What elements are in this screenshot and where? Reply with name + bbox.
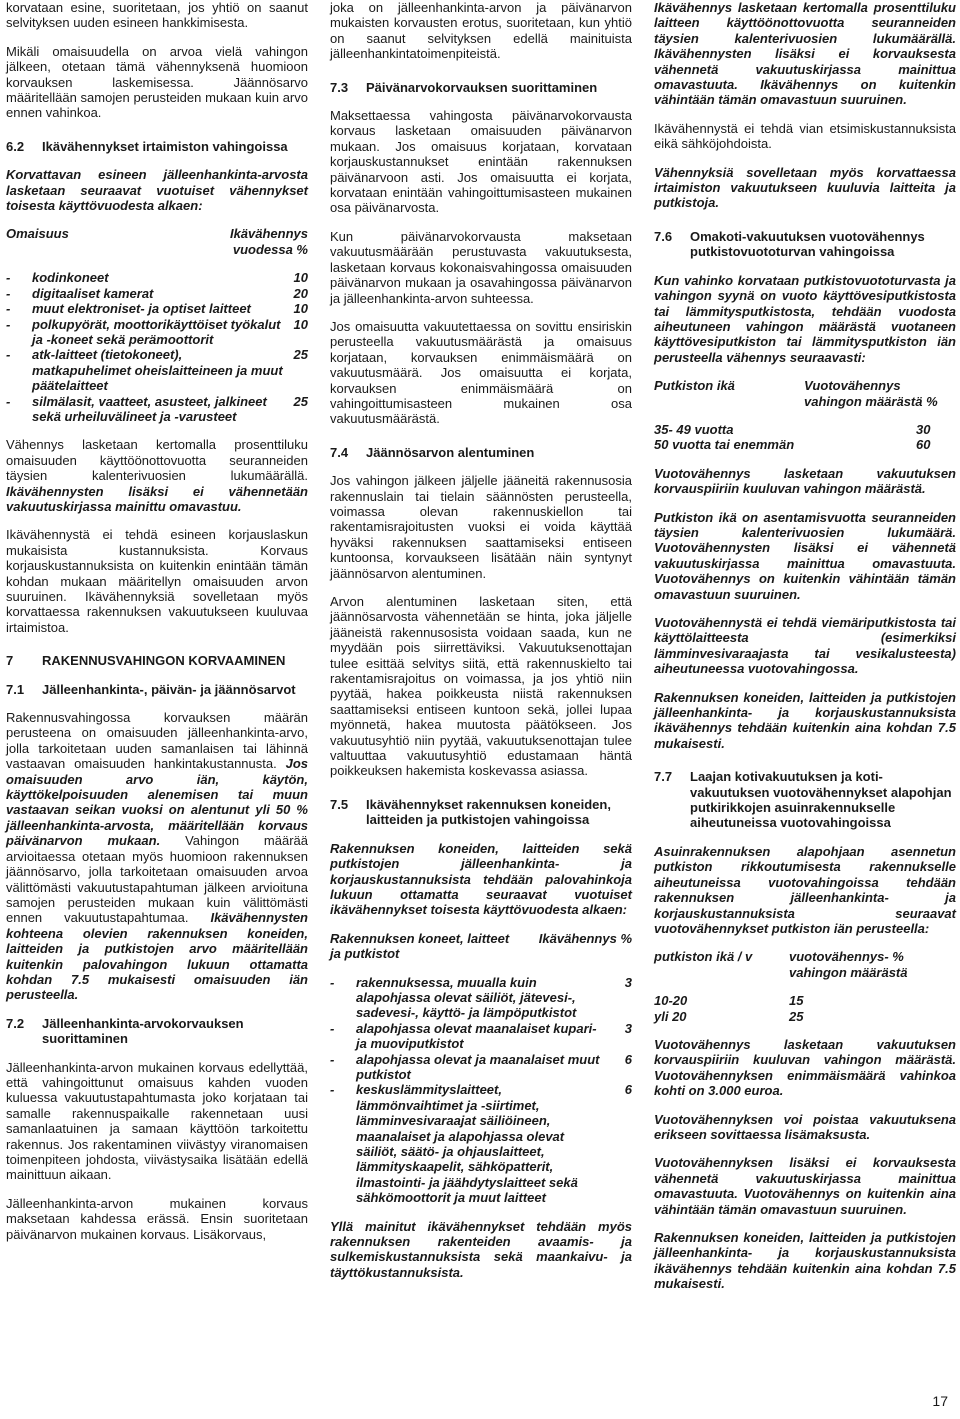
section-7-6-intro: Kun vahinko korvataan putkistovuototurvasta ja vahingon syynä on vuoto käyttövesiputkistosta tai lämmitysputkistosta, tehdään vuodosta aiheutuneen vahingon määrästä vuotaneen käyttövesiputkiston tai lämmitysputkiston iän perusteella vähennys seuraavasti: xyxy=(654,272,956,365)
section-7-7-intro: Asuinrakennuksen alapohjaan asennetun putkiston rikkoutumisesta rakennukselle aiheutuneissa vuotovahingoissa tehdään rakennuksen jälleenhankinta- ja korjauskustannuksista seuraavat vuotovähennykset putkiston iän perusteella: xyxy=(654,843,956,936)
table-cell-age: yli 20 xyxy=(654,1008,687,1024)
list-item-dash: - xyxy=(6,347,11,363)
list-item-text: rakennuksessa, muualla kuin alapohjassa olevat säiliöt, jätevesi-, sadevesi-, käyttö- ja lämpöputkistot xyxy=(356,974,577,1021)
table-row xyxy=(654,993,956,1008)
list-item-dash: - xyxy=(6,316,11,332)
list-item-text: keskuslämmityslaitteet, lämmönvaihtimet ja -siirtimet, lämminvesivaraajat säiliöineen, maanalaiset ja alapohjassa olevat säiliöt, säätö- ja ohjauslaitteet, lämmityskaapelit, sähköpatterit, ilmastointi- ja jäähdytyslaitteet sekä sähkömoottorit ja muut laitteet xyxy=(356,1082,578,1206)
machinery-calculation-paragraph: Ikävähennys lasketaan kertomalla prosenttiluku laitteen käyttöönottovuotta seuranneiden täysien kalenterivuosien lukumäärällä. Ikävähennysten lisäksi ei korvauksesta vähennetä vakuutuskirjassa mainittua omavastuuta. Ikävähennys on kuitenkin vähintään tämän omavastuun suuruinen. xyxy=(654,0,956,108)
table-cell-value: 15 xyxy=(789,993,804,1009)
leak-table-header: Putkiston ikä Vuotovähennys vahingon määrästä % xyxy=(654,378,938,409)
column-right xyxy=(654,0,956,1305)
repair-costs-paragraph: Ikävähennystä ei tehdä esineen korjauslaskun mukaisista kustannuksista. Korvaus korjauskustannuksista on kuitenkin enintään tämän kohdan mukaan määritellyn omaisuuden arvon suuruinen. Ikävähennyksiä sovelletaan myös korvattaessa rakennuksen vakuutukseen kuuluvaa irtaimistoa. xyxy=(6,527,308,635)
basement-leak-deduction-rows xyxy=(654,993,956,1024)
list-item-dash: - xyxy=(330,1020,335,1036)
list-item xyxy=(6,301,308,316)
table-row xyxy=(654,437,956,452)
section-7-3-paragraph-3: Jos omaisuutta vakuutettaessa on sovittu ensiriskin perusteella vakuutusmäärästä ja omaisuus korjataan, korvauksen enimmäismäärä on vakuutusmäärä. Jos omaisuutta ei korjata, korvauksen enimmäismäärä on vahingoittumisasteen mukainen osa vakuutusmäärästä. xyxy=(330,318,632,427)
list-item-value: 3 xyxy=(624,1020,632,1036)
table-cell-value: 25 xyxy=(789,1008,804,1024)
page-number: 17 xyxy=(932,1393,948,1409)
section-7-6-paragraph-c: Vuotovähennystä ei tehdä viemäriputkistosta tai käyttölaitteesta (esimerkiksi lämminvesivaraajasta tai vesikalusteesta) aiheutuneessa vuotovahingossa. xyxy=(654,615,956,677)
section-7-2-paragraph-2: Jälleenhankinta-arvon mukainen korvaus maksetaan kahdessa erässä. Ensin suoritetaan päivänarvon mukainen korvaus. Lisäkorvaus, xyxy=(6,1195,308,1242)
column-middle xyxy=(330,0,632,1293)
basement-leak-table-header: putkiston ikä / v vuotovähennys- % vahingon määrästä xyxy=(654,949,908,980)
table-cell-age: 10-20 xyxy=(654,993,688,1009)
section-7-1-paragraph: Rakennusvahingossa korvauksen määrän perusteena on omaisuuden jälleenhankinta-arvo, jolla tarkoitetaan uuden samanlaisen tai lähinnä vastaavan omaisuuden hankintakustannusta. Jos omaisuuden arvo iän, käytön, käyttökelpoisuuden alenemisen tai muun vastaavan seikan vuoksi on alentunut yli 50 % jälleenhankinta-arvosta, määritellään korvaus päivänarvon mukaan. Vahingon määrää arvioitaessa otetaan myös huomioon rakennuksen jäännösarvo, jolla tarkoitetaan omaisuuden arvoa välittömästi vakuutustapahtuman jälkeen arvioituna samojen perusteiden mukaan kuin välittömästi ennen vakuutustapahtumaa. Ikävähennysten kohteena olevien rakennuksen koneiden, laitteiden ja putkistojen arvo määritellään kuitenkin palovahingon lukuun ottamatta kohdan 7.5 mukaisesti omaisuuden iän perusteella. xyxy=(6,710,308,1003)
list-item xyxy=(6,394,308,425)
table-row xyxy=(654,1009,956,1024)
depreciation-calculation-paragraph: Vähennys lasketaan kertomalla prosenttiluku omaisuuden käyttöönottovuotta seuranneiden täysien kalenterivuosien lukumäärällä. Ikävähennysten lisäksi ei vähennetään vakuutuskirjassa mainittu omavastuu. xyxy=(6,437,308,514)
list-item-dash: - xyxy=(330,1082,335,1098)
section-7-heading: 7 RAKENNUSVAHINGON KORVAAMINEN xyxy=(6,653,286,669)
list-item xyxy=(6,347,308,393)
list-item-value: 3 xyxy=(624,974,632,990)
list-item-dash: - xyxy=(330,974,335,990)
table-cell-value: 30 xyxy=(916,421,931,437)
section-6-2-intro: Korvattavan esineen jälleenhankinta-arvosta lasketaan seuraavat vuotuiset vähennykset toisesta käyttövuodesta alkaen: xyxy=(6,167,308,214)
section-7-2-heading: 7.2 Jälleenhankinta-arvokorvauksen suorittaminen xyxy=(6,1015,244,1047)
intro-paragraph: korvataan esine, suoritetaan, jos yhtiö on saanut selvityksen uuden esineen hankkimisesta. xyxy=(6,0,308,31)
section-6-2-heading: 6.2 Ikävähennykset irtaimiston vahingoissa xyxy=(6,138,288,154)
continued-paragraph: joka on jälleenhankinta-arvon ja päivänarvon mukaisten korvausten erotus, suoritetaan, kun yhtiö on saanut selvityksen edellä mainituista jälleenhankintatoimenpiteistä. xyxy=(330,0,632,62)
list-item-text: atk-laitteet (tietokoneet), matkapuhelimet oheislaitteineen ja muut päätelaitteet xyxy=(32,347,283,394)
list-item xyxy=(330,975,632,1021)
leak-deduction-rows xyxy=(654,422,956,453)
list-item-value: 25 xyxy=(293,393,308,409)
section-7-3-heading: 7.3 Päivänarvokorvauksen suorittaminen xyxy=(330,79,598,95)
section-7-5-heading: 7.5 Ikävähennykset rakennuksen koneiden, laitteiden ja putkistojen vahingoissa xyxy=(330,796,611,828)
list-item-value: 10 xyxy=(293,270,308,286)
residual-value-paragraph: Mikäli omaisuudella on arvoa vielä vahingon jälkeen, otetaan tämä vähennyksenä huomioon korvauksen laskemisessa. Jäännösarvo määritellään samojen perusteiden mukaan kuin arvo ennen vahinkoa. xyxy=(6,43,308,121)
list-item-dash: - xyxy=(6,285,11,301)
list-item-dash: - xyxy=(6,270,11,286)
section-7-2-paragraph-1: Jälleenhankinta-arvon mukainen korvaus edellyttää, että vahingoittunut omaisuus kahden vuoden kuluessa vakuutustapahtumasta joko korjataan tai samalle rakennuspaikalle rakennetaan uusi samanlaatuinen ja samaan käyttöön tarkoitettu rakennus. Jos rakentaminen viivästyy viranomaisen toimenpiteen johdosta, viivästysaika lisätään edellä mainittuun aikaan. xyxy=(6,1059,308,1183)
section-7-6-paragraph-d: Rakennuksen koneiden, laitteiden ja putkistojen jälleenhankinta- ja korjauskustannuksista ikävähennys tehdään kuitenkin aina kohdan 7.5 mukaisesti. xyxy=(654,689,956,751)
section-7-7-paragraph-a: Vuotovähennys lasketaan vakuutuksen korvauspiiriin kuuluvan vahingon määrästä. Vuotovähennyksen enimmäismäärä vahinkoa kohti on 3.000 euroa. xyxy=(654,1036,956,1099)
list-item-text: alapohjassa olevat maanalaiset kupari- ja muoviputkistot xyxy=(356,1020,597,1052)
section-7-5-intro: Rakennuksen koneiden, laitteiden sekä putkistojen jälleenhankinta- ja korjauskustannuksista tehdään palovahinkoja lukuun ottamatta seuraavat vuotuiset ikävähennykset toisesta käyttövuodesta alkaen: xyxy=(330,840,632,918)
list-item-value: 10 xyxy=(293,316,308,332)
list-item xyxy=(6,286,308,301)
list-item xyxy=(330,1021,632,1052)
list-item xyxy=(330,1082,632,1205)
table-row xyxy=(654,422,956,437)
list-item-dash: - xyxy=(6,393,11,409)
section-7-4-paragraph-1: Jos vahingon jälkeen jäljelle jääneitä rakennusosia rakennuslain tai tielain säännösten perusteella, voimassa olevan rakennuskiellon tai rakentamisrajoitusten vuoksi ei voida käyttää hyväksi rakennuksen saattamiseksi entiseen kuntoonsa, korvaukseen lisätään näin syntynyt jäännösarvon alentuminen. xyxy=(330,473,632,581)
section-7-4-heading: 7.4 Jäännösarvon alentuminen xyxy=(330,444,535,460)
list-item-dash: - xyxy=(6,301,11,317)
column-left xyxy=(6,0,308,1255)
list-item-text: kodinkoneet xyxy=(32,270,109,286)
section-7-7-paragraph-d: Rakennuksen koneiden, laitteiden ja putkistojen jälleenhankinta- ja korjauskustannuksista ikävähennys tehdään kuitenkin aina kohdan 7.5 mukaisesti. xyxy=(654,1230,956,1292)
section-7-4-paragraph-2: Arvon alentuminen lasketaan siten, että jäännösarvosta vähennetään se hinta, joka jäljelle jääneistä rakennusosista voidaan saada, kun ne myydään pois siirrettäviksi. Vakuutuksenottajan tulee esittää selvitys siitä, että rakennuskielto tai rakentamisrajoitus on voimassa, ja jos yhtiö niin pyytää, hakea poikkeusta niistä rakennuksen saattamiseksi entiseen kuntoon sekä, jollei lupaa myönnetä, hakea muutosta päätökseen. Jos vakuutusyhtiö niin pyytää, vakuutuksenottajan tulee valtuuttaa vakuutusyhtiö edustamaan häntä poikkeuksen hakemista koskevassa asiassa. xyxy=(330,594,632,779)
list-item xyxy=(330,1052,632,1083)
list-item-value: 6 xyxy=(624,1082,632,1098)
list-item-dash: - xyxy=(330,1051,335,1067)
list-item-text: alapohjassa olevat ja maanalaiset muut putkistot xyxy=(356,1051,600,1082)
table-cell-value: 60 xyxy=(916,437,931,453)
depreciation-table-header: Omaisuus Ikävähennys vuodessa % xyxy=(6,226,308,257)
list-item xyxy=(6,270,308,285)
table-cell-age: 35- 49 vuotta xyxy=(654,421,734,437)
fault-search-paragraph: Ikävähennystä ei tehdä vian etsimiskustannuksista eikä sähköjohdoista. xyxy=(654,120,956,152)
table-cell-age: 50 vuotta tai enemmän xyxy=(654,437,795,453)
list-item-text: digitaaliset kamerat xyxy=(32,285,154,301)
machinery-depreciation-list xyxy=(330,975,632,1206)
list-item-value: 20 xyxy=(293,285,308,301)
machinery-table-header: Rakennuksen koneet, laitteet ja putkistot Ikävähennys % xyxy=(330,930,632,962)
list-item-value: 6 xyxy=(624,1051,632,1067)
list-item-text: muut elektroniset- ja optiset laitteet xyxy=(32,301,251,317)
list-item-text: silmälasit, vaatteet, asusteet, jalkineet sekä urheiluvälineet ja -varusteet xyxy=(32,393,267,424)
section-7-7-paragraph-c: Vuotovähennyksen lisäksi ei korvauksesta vähennetä vakuutuskirjassa mainittua omavastuuta. Vuotovähennys on kuitenkin aina vähintään tämän omavastuun suuruinen. xyxy=(654,1155,956,1217)
section-7-5-closing: Yllä mainitut ikävähennykset tehdään myös rakennuksen rakenteiden avaamis- ja sulkemiskustannuksista sekä maankaivu- ja täyttökustannuksista. xyxy=(330,1218,632,1280)
list-item-value: 10 xyxy=(293,301,308,317)
list-item-value: 25 xyxy=(293,347,308,363)
list-item xyxy=(6,317,308,348)
depreciation-list xyxy=(6,270,308,424)
section-7-7-paragraph-b: Vuotovähennyksen voi poistaa vakuutuksena erikseen sovittaessa lisämaksusta. xyxy=(654,1111,956,1142)
section-7-6-heading: 7.6 Omakoti-vakuutuksen vuotovähennys putkistovuototurvan vahingoissa xyxy=(654,228,925,260)
section-7-6-paragraph-b: Putkiston ikä on asentamisvuotta seuranneiden täysien kalenterivuosien lukumäärä. Vuotovähennysten lisäksi ei vähennetä vakuutuskirjassa mainittua omavastuuta. Vuotovähennys on kuitenkin vähintään tämän omavastuun suuruinen. xyxy=(654,509,956,602)
section-7-1-heading: 7.1 Jälleenhankinta-, päivän- ja jäännösarvot xyxy=(6,681,296,697)
movables-paragraph: Vähennyksiä sovelletaan myös korvattaessa irtaimiston vakuutukseen kuuluvia laitteita ja putkistoja. xyxy=(654,164,956,211)
section-7-3-paragraph-1: Maksettaessa vahingosta päivänarvokorvausta korvaus lasketaan omaisuuden päivänarvon mukaan. Jos omaisuus korjataan, korvataan korjauskustannukset enintään rakennuksen päivänarvoon asti. Jos omaisuutta ei korjata, korvataan enintään vahingoittumisasteen mukainen osa päivänarvosta. xyxy=(330,108,632,216)
section-7-7-heading: 7.7 Laajan kotivakuutuksen ja koti-vakuutuksen vuotovähennykset alapohjan putkirikkojen asuinrakennukselle aiheutuneissa vuotovahingoissa xyxy=(654,769,952,831)
section-7-6-paragraph-a: Vuotovähennys lasketaan vakuutuksen korvauspiiriin kuuluvan vahingon määrästä. xyxy=(654,465,956,497)
list-item-text: polkupyörät, moottorikäyttöiset työkalut ja -koneet sekä perämoottorit xyxy=(32,316,281,347)
section-7-3-paragraph-2: Kun päivänarvokorvausta maksetaan vakuutusmäärään perustuvasta vakuutuksesta, lasketaan korvaus kokonaisvahingossa omaisuuden päivänarvon mukaan ja osavahingossa päivänarvon ja jälleenhankinta-arvon suhteessa. xyxy=(330,228,632,306)
